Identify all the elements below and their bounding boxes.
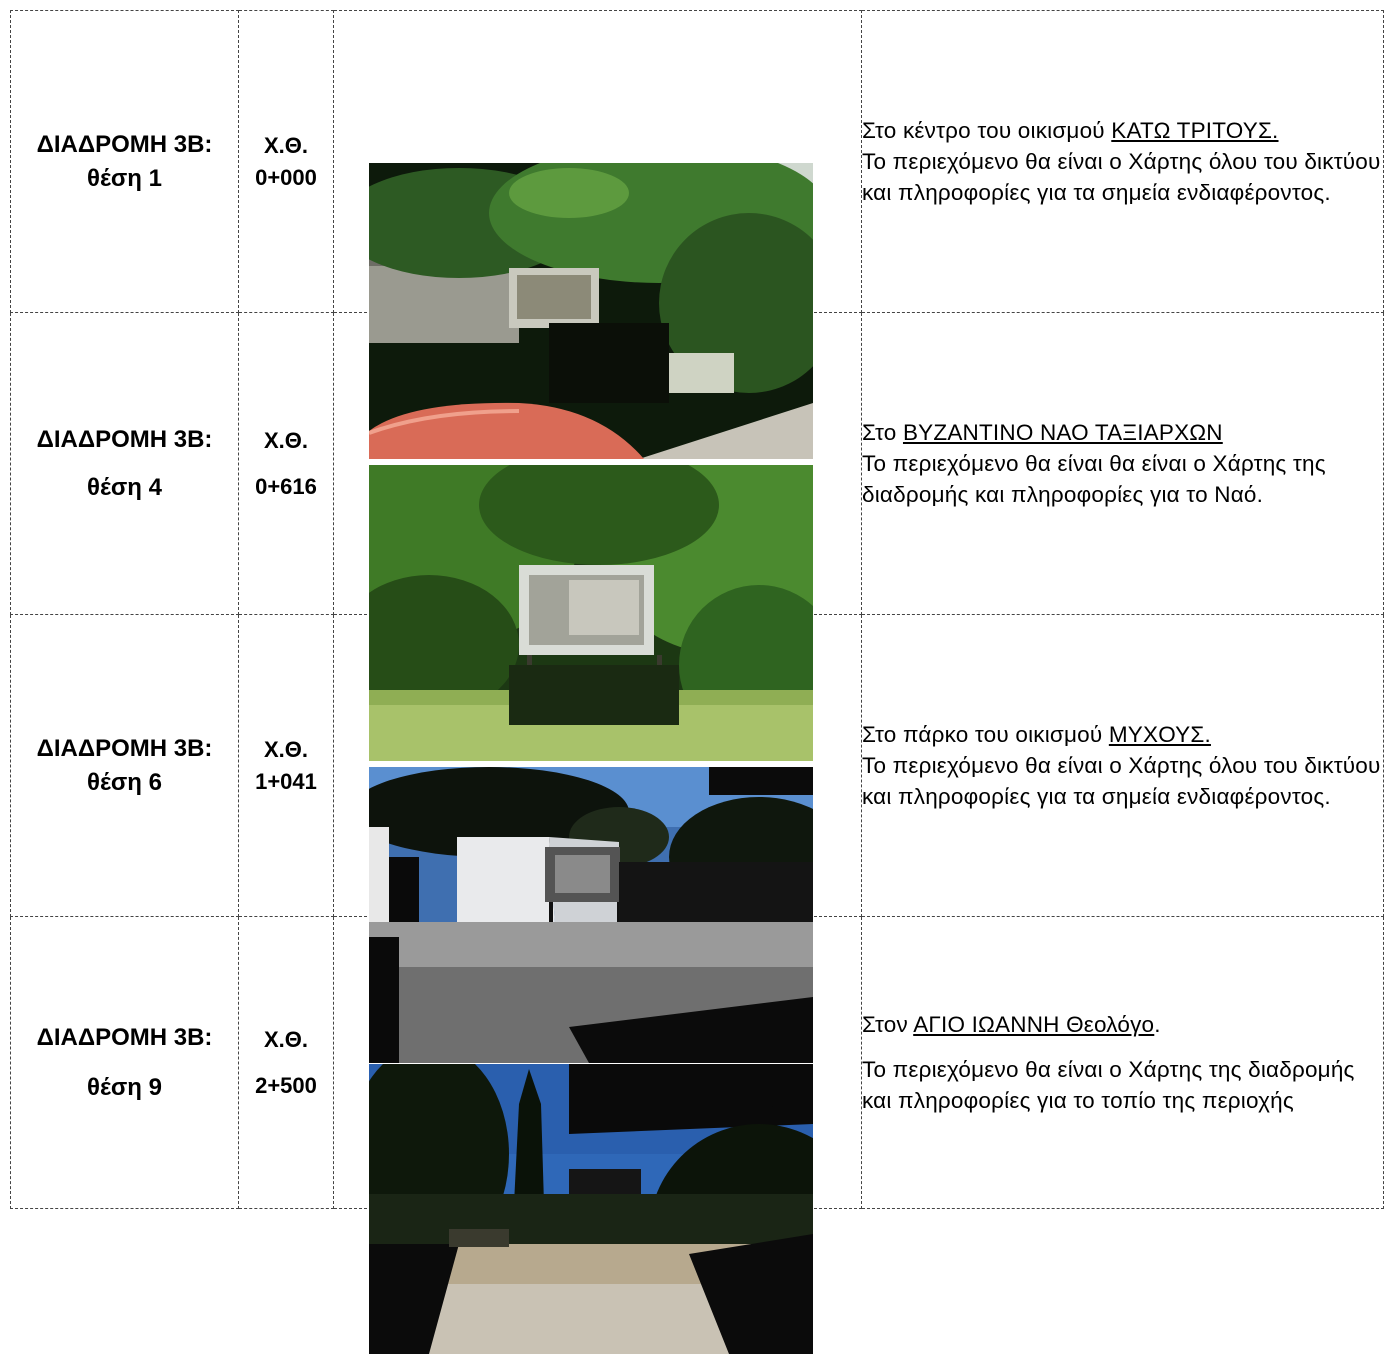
sign-locations-table — [10, 10, 1384, 1209]
location-photo — [369, 465, 813, 761]
position-label: θέση 4 — [87, 473, 162, 501]
chainage-value: 0+000 — [255, 164, 317, 190]
route-cell — [11, 917, 239, 1209]
route-label: ΔΙΑΔΡΟΜΗ 3Β: — [36, 130, 213, 158]
position-label: θέση 6 — [87, 768, 162, 796]
description-intro: Στο κέντρο του οικισμού — [862, 118, 1112, 143]
location-photo — [369, 1064, 813, 1354]
description-body: Το περιεχόμενο θα είναι ο Χάρτης της διαδρομής και πληροφορίες για το τοπίο της περιοχής — [862, 1057, 1355, 1113]
description-intro: Στο πάρκο του οικισμού — [862, 722, 1109, 747]
chainage-label: Χ.Θ. — [263, 736, 308, 762]
chainage-value: 0+616 — [255, 473, 317, 499]
description-after: . — [1154, 1012, 1161, 1037]
table-row — [11, 11, 1384, 313]
description-body: Το περιεχόμενο θα είναι θα είναι ο Χάρτης της διαδρομής και πληροφορίες για το Ναό. — [862, 451, 1326, 507]
chainage-label: Χ.Θ. — [263, 1026, 308, 1052]
description-body: Το περιεχόμενο θα είναι ο Χάρτης όλου του δικτύου και πληροφορίες για τα σημεία ενδιαφέροντος. — [862, 753, 1381, 809]
route-cell — [11, 313, 239, 615]
location-photo — [369, 767, 813, 1063]
description-cell — [862, 11, 1384, 313]
chainage-cell — [239, 917, 334, 1209]
chainage-value: 2+500 — [255, 1072, 317, 1098]
description-intro: Στο — [862, 420, 903, 445]
location-photo — [369, 163, 813, 459]
description-cell — [862, 615, 1384, 917]
description-body: Το περιεχόμενο θα είναι ο Χάρτης όλου του δικτύου και πληροφορίες για τα σημεία ενδιαφέροντος. — [862, 149, 1381, 205]
position-label: θέση 1 — [87, 164, 162, 192]
chainage-cell — [239, 313, 334, 615]
place-name: ΚΑΤΩ ΤΡΙΤΟΥΣ. — [1111, 118, 1279, 143]
description-intro: Στον — [862, 1012, 914, 1037]
description-location — [862, 417, 1383, 448]
description-cell — [862, 313, 1384, 615]
route-label: ΔΙΑΔΡΟΜΗ 3Β: — [36, 425, 213, 453]
description-location — [862, 719, 1383, 750]
chainage-cell — [239, 11, 334, 313]
route-cell — [11, 11, 239, 313]
photo-cell — [334, 11, 862, 313]
chainage-cell — [239, 615, 334, 917]
chainage-label: Χ.Θ. — [263, 427, 308, 453]
place-name: ΒΥΖΑΝΤΙΝΟ ΝΑΟ ΤΑΞΙΑΡΧΩΝ — [902, 420, 1223, 445]
chainage-value: 1+041 — [255, 768, 317, 794]
description-location — [862, 1009, 1383, 1040]
route-cell — [11, 615, 239, 917]
position-label: θέση 9 — [87, 1073, 162, 1101]
description-location — [862, 115, 1383, 146]
route-label: ΔΙΑΔΡΟΜΗ 3Β: — [36, 734, 213, 762]
place-name: ΑΓΙΟ ΙΩΑΝΝΗ Θεολόγο — [913, 1012, 1155, 1037]
description-cell — [862, 917, 1384, 1209]
place-name: ΜΥΧΟΥΣ. — [1108, 722, 1211, 747]
route-label: ΔΙΑΔΡΟΜΗ 3Β: — [36, 1023, 213, 1051]
chainage-label: Χ.Θ. — [263, 132, 308, 158]
